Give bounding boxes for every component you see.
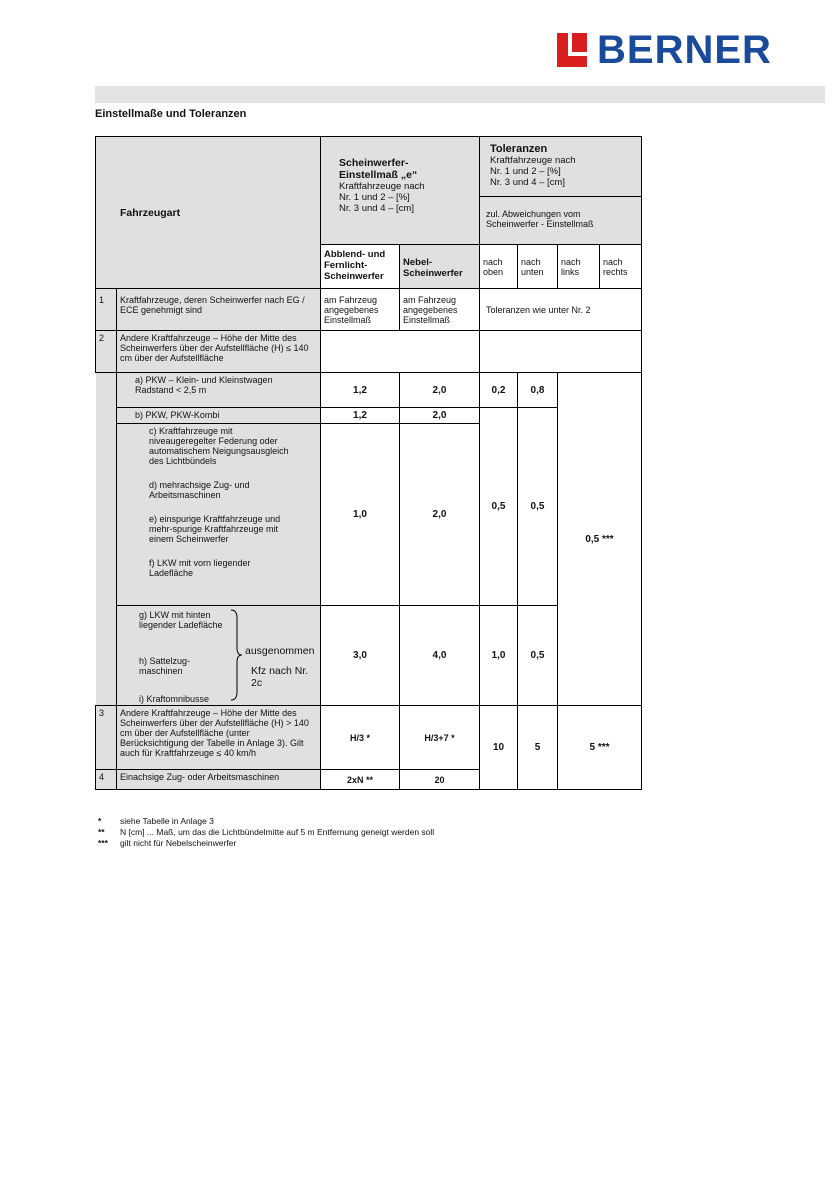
header-einstellmass: Scheinwerfer- Einstellmaß „e“ Kraftfahrzeuge nach Nr. 1 und 2 – [%] Nr. 3 und 4 – [cm] <box>321 137 480 245</box>
row2f-text: f) LKW mit vorn liegender Ladefläche <box>149 558 251 578</box>
row2-empty-tol <box>480 331 642 373</box>
row2-text: Andere Kraftfahrzeuge – Höhe der Mitte des Scheinwerfers über der Aufstellfläche (H) ≤ 140 cm über der Aufstellfläche <box>117 331 321 373</box>
row34-unten: 5 <box>518 706 558 790</box>
row2gi-abblend: 3,0 <box>321 606 400 706</box>
row3-nr: 3 <box>96 706 117 770</box>
row2b-text: b) PKW, PKW-Kombi <box>117 408 321 424</box>
logo-text: BERNER <box>597 28 772 72</box>
row1-nr: 1 <box>96 289 117 331</box>
brace-icon <box>229 608 243 702</box>
row2a-nebel: 2,0 <box>400 373 480 408</box>
row2i-text: i) Kraftomnibusse <box>139 694 210 704</box>
row2cf-unten: 0,5 <box>518 408 558 606</box>
footnote-2: ** N [cm] ... Maß, um das die Lichtbündelmitte auf 5 m Entfernung geneigt werden soll <box>98 827 435 837</box>
row1-text: Kraftfahrzeuge, deren Scheinwerfer nach EG / ECE genehmigt sind <box>117 289 321 331</box>
row2cf-oben: 0,5 <box>480 408 518 606</box>
col-unten: nach unten <box>518 245 558 289</box>
row2-empty-einstell <box>321 331 480 373</box>
row2a-text: a) PKW – Klein- und Kleinstwagen Radstand < 2,5 m <box>117 373 321 408</box>
row2cf-text <box>117 424 321 606</box>
footnotes <box>98 816 434 849</box>
row2-nr: 2 <box>96 331 117 373</box>
header-fahrzeugart: Fahrzeugart <box>96 137 321 289</box>
row1-abblend: am Fahrzeug angegebenes Einstellmaß <box>321 289 400 331</box>
footnote-3: *** gilt nicht für Nebelscheinwerfer <box>98 838 237 848</box>
row2b-abblend: 1,2 <box>321 408 400 424</box>
row4-nr: 4 <box>96 770 117 790</box>
header-bar <box>95 86 825 103</box>
row1-toleranzen: Toleranzen wie unter Nr. 2 <box>480 289 642 331</box>
row4-abblend: 2xN ** <box>321 770 400 790</box>
row2e-text: e) einspurige Kraftfahrzeuge und mehr-spurige Kraftfahrzeuge mit einem Scheinwerfer <box>149 514 281 544</box>
header-toleranzen: Toleranzen Kraftfahrzeuge nach Nr. 1 und 2 – [%] Nr. 3 und 4 – [cm] zul. Abweichungen vom Scheinwerfer - Einstellmaß <box>480 137 642 245</box>
row2gi-nebel: 4,0 <box>400 606 480 706</box>
berner-logo <box>557 28 772 72</box>
row34-oben: 10 <box>480 706 518 790</box>
row4-text: Einachsige Zug- oder Arbeitsmaschinen <box>117 770 321 790</box>
row2gi-unten: 0,5 <box>518 606 558 706</box>
footnote-1: * siehe Tabelle in Anlage 3 <box>98 816 214 826</box>
row2gi-except1: ausgenommen <box>245 645 315 657</box>
col-nebel: Nebel- Scheinwerfer <box>400 245 480 289</box>
col-rechts: nach rechts <box>600 245 642 289</box>
row2a-unten: 0,8 <box>518 373 558 408</box>
row3-abblend: H/3 * <box>321 706 400 770</box>
row2cf-nebel: 2,0 <box>400 424 480 606</box>
row2cf-abblend: 1,0 <box>321 424 400 606</box>
adjustment-table <box>95 136 642 790</box>
row3-text: Andere Kraftfahrzeuge – Höhe der Mitte des Scheinwerfers über der Aufstellfläche (H) > 140 cm über der Aufstellfläche (unter Berücksichtigung der Tabelle in Anlage 3). Gilt auch für Kraftfahrzeuge ≤ 40 km/h <box>117 706 321 770</box>
row3-nebel: H/3+7 * <box>400 706 480 770</box>
page-subtitle: Einstellmaße und Toleranzen <box>95 108 247 120</box>
col-abblend: Abblend- und Fernlicht- Scheinwerfer <box>321 245 400 289</box>
row34-side: 5 *** <box>558 706 642 790</box>
row2d-text: d) mehrachsige Zug- und Arbeitsmaschinen <box>149 480 250 500</box>
row2h-text: h) Sattelzug-maschinen <box>139 656 191 676</box>
row1-nebel: am Fahrzeug angegebenes Einstellmaß <box>400 289 480 331</box>
row2gi-text <box>117 606 321 706</box>
row2a-abblend: 1,2 <box>321 373 400 408</box>
row2gi-oben: 1,0 <box>480 606 518 706</box>
col-oben: nach oben <box>480 245 518 289</box>
row2g-text: g) LKW mit hinten liegender Ladefläche <box>139 610 223 630</box>
row2gi-except2: Kfz nach Nr. 2c <box>251 665 309 689</box>
row2a-oben: 0,2 <box>480 373 518 408</box>
col-links: nach links <box>558 245 600 289</box>
row4-nebel: 20 <box>400 770 480 790</box>
row2c-text: c) Kraftfahrzeuge mit niveaugeregelter Federung oder automatischem Neigungsausgleich des Lichtbündels <box>149 426 289 466</box>
row2-side-tolerance: 0,5 *** <box>558 373 642 706</box>
row2b-nebel: 2,0 <box>400 408 480 424</box>
logo-mark-icon <box>557 33 587 67</box>
